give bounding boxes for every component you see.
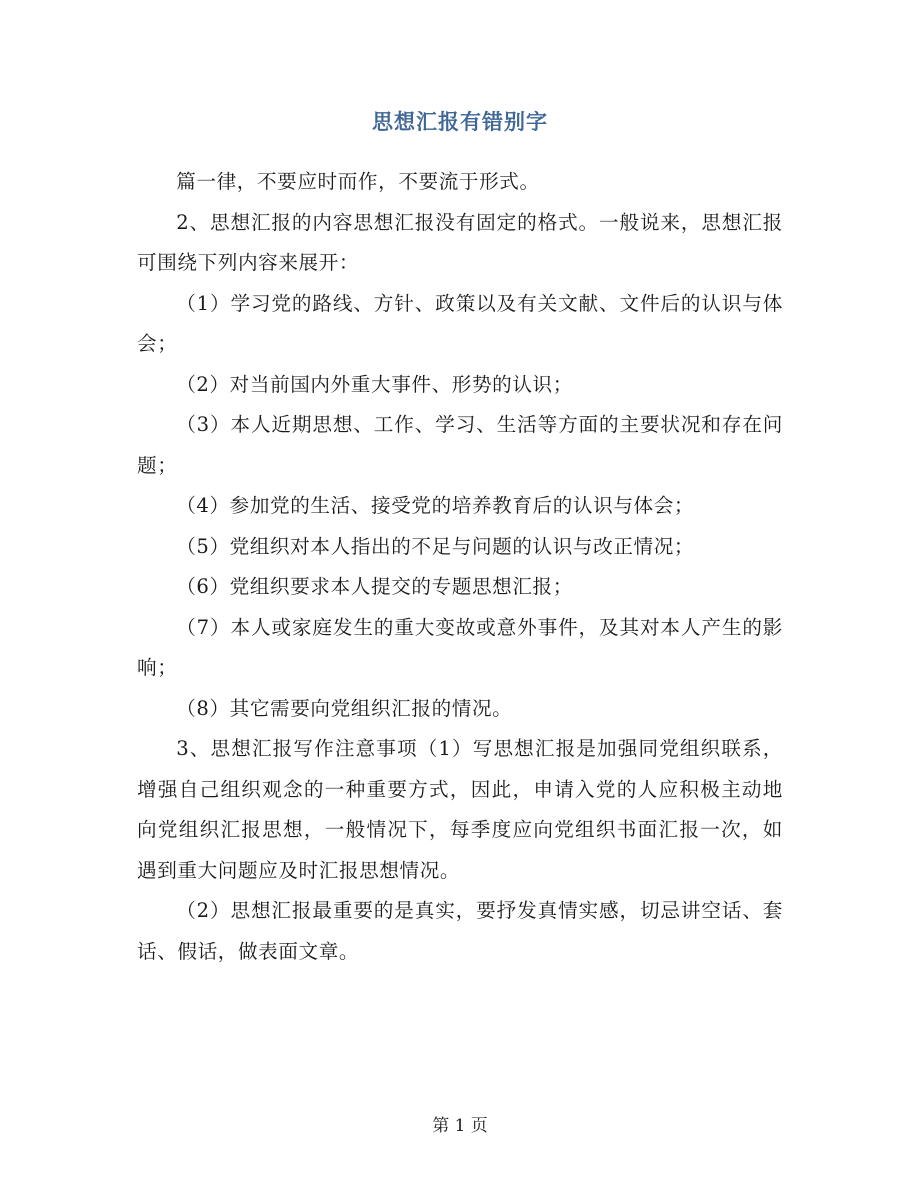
list-item: （4）参加党的生活、接受党的培养教育后的认识与体会； [176, 494, 695, 517]
list-item: （5）党组织对本人指出的不足与问题的认识与改正情况； [176, 534, 695, 558]
paragraph: （2）思想汇报最重要的是真实，要抒发真情实感，切忌讲空话、套话、假话，做表面文章。 [137, 899, 783, 963]
list-item: （6）党组织要求本人提交的专题思想汇报； [176, 575, 573, 598]
list-item: （1）学习党的路线、方针、政策以及有关文献、文件后的认识与体会； [137, 291, 783, 355]
list-item: （3）本人近期思想、工作、学习、生活等方面的主要状况和存在问题； [137, 413, 783, 477]
document-title: 思想汇报有错别字 [372, 109, 548, 134]
document-body [137, 162, 783, 972]
list-item: （7）本人或家庭发生的重大变故或意外事件，及其对本人产生的影响； [137, 615, 783, 679]
paragraph: 3、思想汇报写作注意事项（1）写思想汇报是加强同党组织联系，增强自己组织观念的一种重要方式，因此，申请入党的人应积极主动地向党组织汇报思想，一般情况下，每季度应向党组织书面汇报一次，如遇到重大问题应及时汇报思想情况。 [137, 737, 783, 882]
page-number: 第 1 页 [432, 1116, 488, 1136]
paragraph: 2、思想汇报的内容思想汇报没有固定的格式。一般说来，思想汇报可围绕下列内容来展开： [137, 210, 783, 274]
paragraph: 篇一律，不要应时而作，不要流于形式。 [176, 170, 540, 193]
list-item: （2）对当前国内外重大事件、形势的认识； [176, 372, 573, 396]
list-item: （8）其它需要向党组织汇报的情况。 [176, 696, 513, 720]
